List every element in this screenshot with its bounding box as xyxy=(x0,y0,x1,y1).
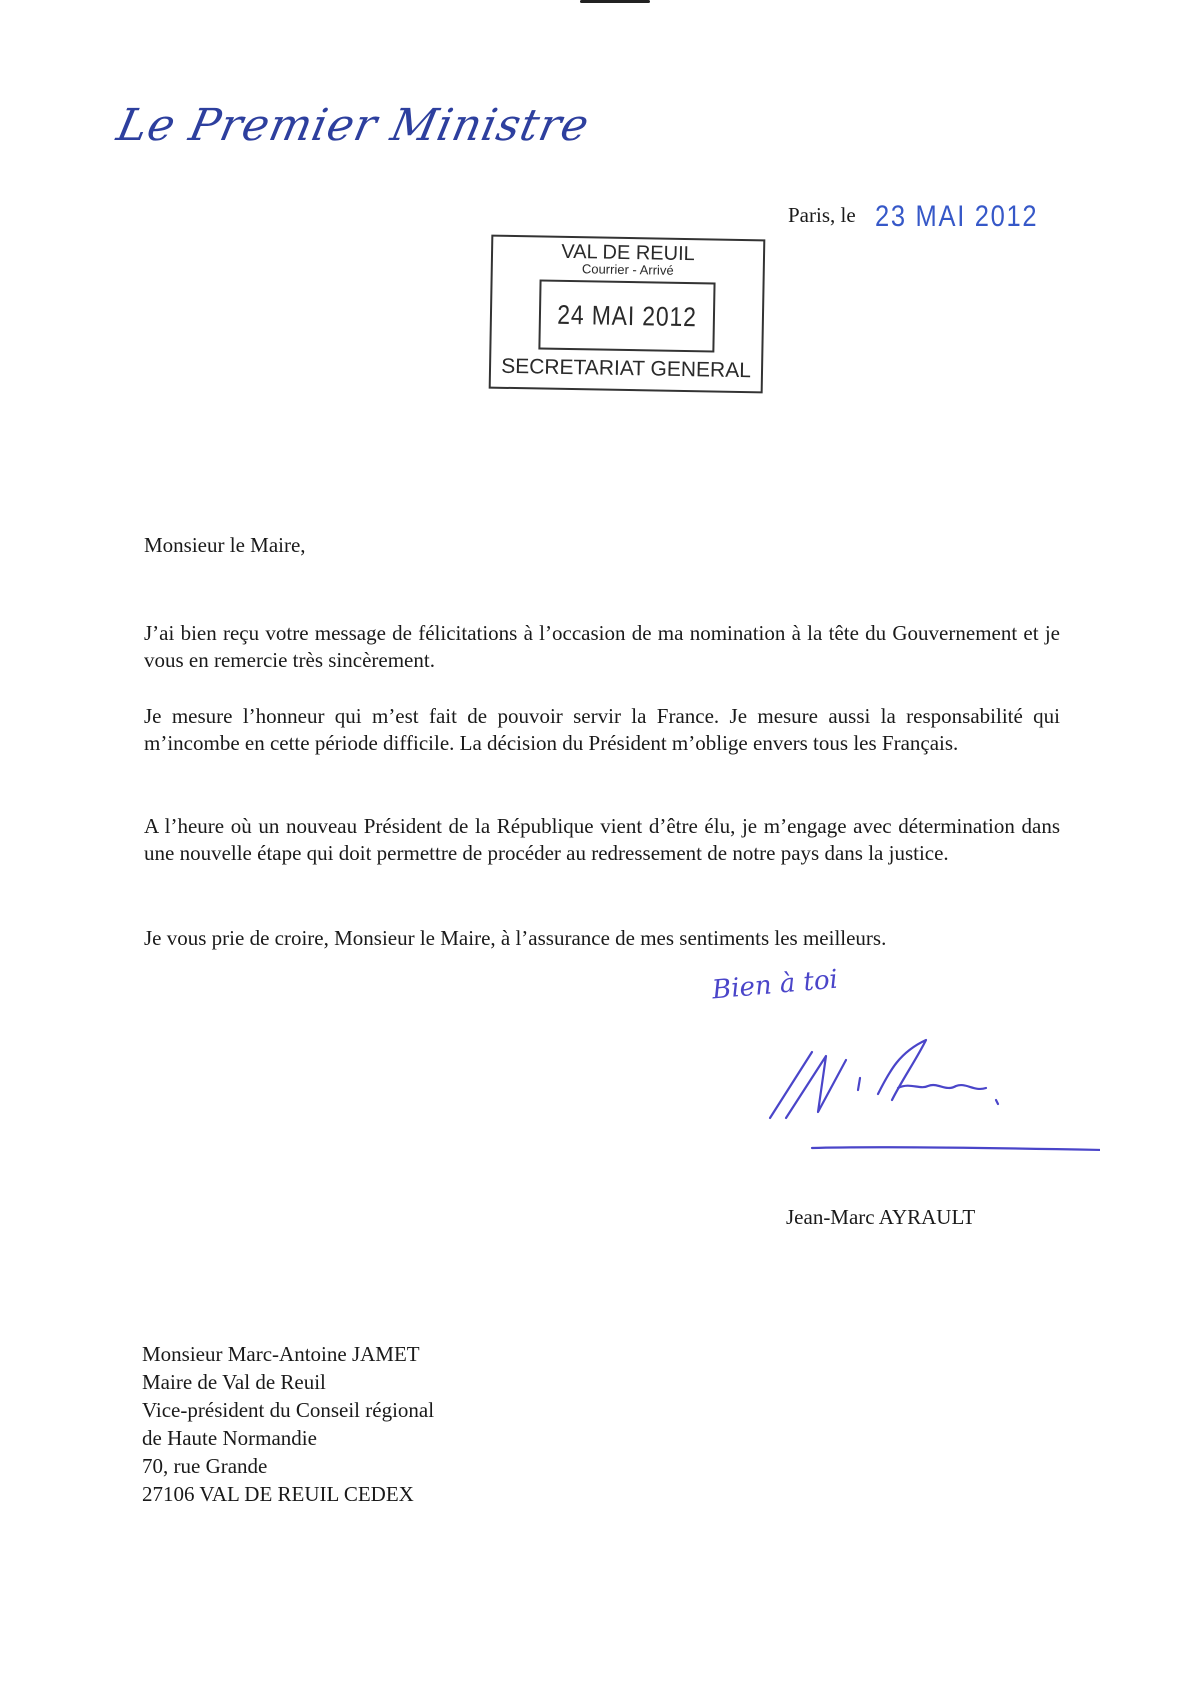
date-stamp: 23 MAI 2012 xyxy=(874,200,1039,233)
letterhead: Le Premier Ministre xyxy=(112,100,595,151)
stamp-date-box xyxy=(538,279,715,352)
signature xyxy=(760,1030,1100,1160)
scan-edge-mark xyxy=(580,0,650,3)
paragraph-3: A l’heure où un nouveau Président de la République vient d’être élu, je m’engage avec détermination dans une nouvelle étape qui doit permettre de procéder au redressement de notre pays dans la justice. xyxy=(144,814,1060,865)
address-line: 27106 VAL DE REUIL CEDEX xyxy=(142,1482,414,1506)
stamp-title: VAL DE REUIL xyxy=(561,240,695,266)
paragraph-4: Je vous prie de croire, Monsieur le Maire, à l’assurance de mes sentiments les meilleurs. xyxy=(144,926,887,950)
recipient-address xyxy=(142,1340,434,1508)
address-line: 70, rue Grande xyxy=(142,1454,268,1478)
stamp-date: 24 MAI 2012 xyxy=(556,299,697,332)
stamp-subtitle: Courrier - Arrivé xyxy=(581,261,674,278)
handwritten-note: Bien à toi xyxy=(710,964,840,1006)
received-stamp xyxy=(489,235,766,394)
signer-name: Jean-Marc AYRAULT xyxy=(786,1205,976,1229)
address-line: Vice-président du Conseil régional xyxy=(142,1398,435,1422)
paragraph-1: J’ai bien reçu votre message de félicitations à l’occasion de ma nomination à la tête du Gouvernement et je vous en remercie très sincèrement. xyxy=(144,621,1060,672)
date-prefix: Paris, le xyxy=(788,203,856,227)
salutation: Monsieur le Maire, xyxy=(144,533,306,557)
date-line xyxy=(788,200,1067,234)
address-line: Monsieur Marc-Antoine JAMET xyxy=(142,1342,420,1366)
stamp-footer: SECRETARIAT GENERAL xyxy=(500,354,752,383)
paragraph-2: Je mesure l’honneur qui m’est fait de pouvoir servir la France. Je mesure aussi la responsabilité qui m’incombe en cette période difficile. La décision du Président m’oblige envers tous les Français. xyxy=(144,704,1060,755)
address-line: de Haute Normandie xyxy=(142,1426,317,1450)
address-line: Maire de Val de Reuil xyxy=(142,1370,326,1394)
